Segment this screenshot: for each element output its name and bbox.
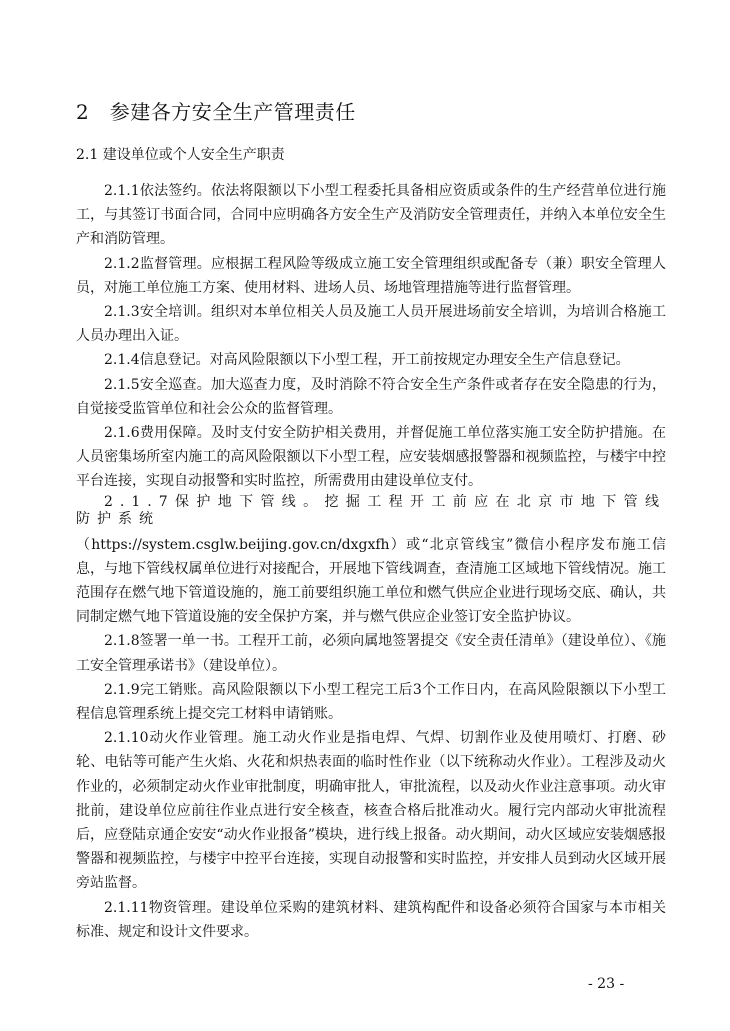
paragraph-2-1-5: 2.1.5安全巡查。加大巡查力度，及时消除不符合安全生产条件或者存在安全隐患的行为，自觉接受监管单位和社会公众的监督管理。 (76, 376, 666, 417)
subsection-title: 2.1 建设单位或个人安全生产职责 (76, 147, 285, 163)
paragraph-2-1-6: 2.1.6费用保障。及时支付安全防护相关费用，并督促施工单位落实施工安全防护措施。在人员密集场所室内施工的高风险限额以下小型工程，应安装烟感报警器和视频监控，与楼宇中控平台连接，实现自动报警和实时监控，所需费用由建设单位支付。 (76, 425, 666, 490)
section-title: 2 参建各方安全生产管理责任 (76, 100, 356, 124)
paragraph-2-1-2: 2.1.2监督管理。应根据工程风险等级成立施工安全管理组织或配备专（兼）职安全管理人员，对施工单位施工方案、使用材料、进场人员、场地管理措施等进行监督管理。 (76, 255, 666, 296)
paragraph-2-1-7-heading: 2.1.7保护地下管线。挖掘工程开工前应在北京市地下管线防护系统 (76, 493, 666, 527)
paragraph-2-1-11: 2.1.11物资管理。建设单位采购的建筑材料、建筑构配件和设备必须符合国家与本市相关标准、规定和设计文件要求。 (76, 899, 666, 940)
paragraph-2-1-10: 2.1.10动火作业管理。施工动火作业是指电焊、气焊、切割作业及使用喷灯、打磨、砂轮、电钻等可能产生火焰、火花和炽热表面的临时性作业（以下统称动火作业）。工程涉及动火作业的，必须制定动火作业审批制度，明确审批人，审批流程，以及动火作业注意事项。动火审批前，建设单位应前往作业点进行安全核查，核查合格后批准动火。履行完内部动火审批流程后，应登陆京通企安安“动火作业报备”模块，进行线上报备。动火期间，动火区域应安装烟感报警器和视频监控，与楼宇中控平台连接，实现自动报警和实时监控，并安排人员到动火区域开展旁站监督。 (76, 730, 666, 892)
paragraph-2-1-8: 2.1.8签署一单一书。工程开工前，必须向属地签署提交《安全责任清单》（建设单位）、《施工安全管理承诺书》（建设单位）。 (76, 633, 666, 674)
page-number: - 23 - (588, 976, 625, 992)
paragraph-2-1-1: 2.1.1依法签约。依法将限额以下小型工程委托具备相应资质或条件的生产经营单位进行施工，与其签订书面合同，合同中应明确各方安全生产及消防安全管理责任，并纳入本单位安全生产和消防管理。 (76, 183, 666, 248)
paragraph-2-1-4: 2.1.4信息登记。对高风险限额以下小型工程，开工前按规定办理安全生产信息登记。 (104, 352, 630, 369)
paragraph-2-1-3: 2.1.3安全培训。组织对本单位相关人员及施工人员开展进场前安全培训，为培训合格施工人员办理出入证。 (76, 304, 666, 345)
paragraph-2-1-7-body: （https://system.csglw.beijing.gov.cn/dxgxfh）或“北京管线宝”微信小程序发布施工信息，与地下管线权属单位进行对接配合，开展地下管线调查，查清施工区域地下管线情况。施工范围存在燃气地下管道设施的，施工前要组织施工单位和燃气供应企业进行现场交底、确认，共同制定燃气地下管道设施的安全保护方案，并与燃气供应企业签订安全监护协议。 (76, 536, 666, 626)
document-body (76, 179, 666, 944)
paragraph-2-1-9: 2.1.9完工销账。高风险限额以下小型工程完工后3个工作日内，在高风险限额以下小型工程信息管理系统上提交完工材料申请销账。 (76, 681, 666, 723)
